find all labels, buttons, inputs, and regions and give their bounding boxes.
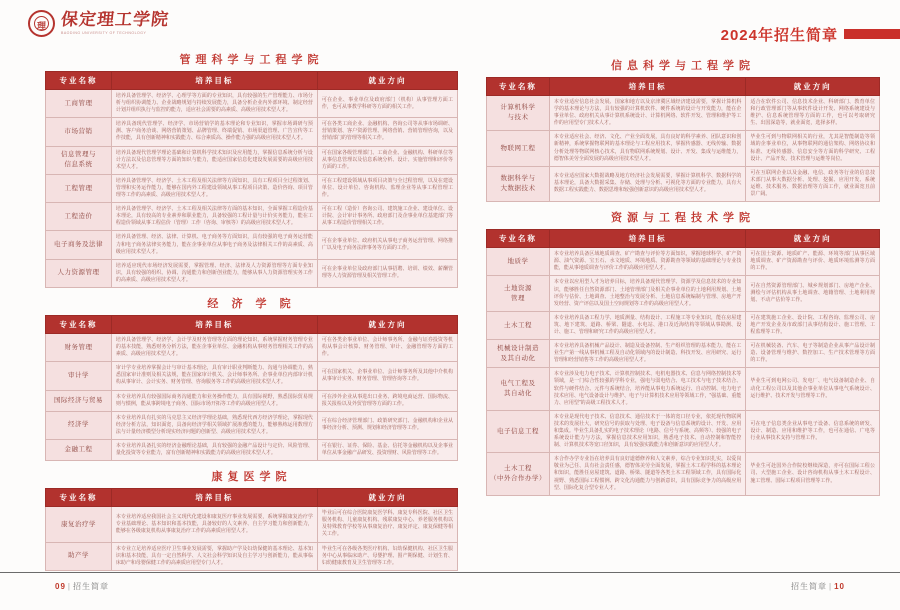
objective-cell: 本专业培养具备扎实的经济金融理论基础，具有较强的金融产品设计与定价、风险管理、量化投资等专业能力，富有创新精神和实践能力的高级应用技术型人才。 [111, 440, 317, 461]
objective-cell: 本专业培养具备工程力学、地质测量、结构设计、工程施工等专业知识，能在房屋建筑、地下建筑、道路、桥梁、隧道、水电站、港口及近海结构等领域从事勘测、设计、施工、管理和研究工作的高级应用型人才。 [549, 311, 746, 339]
majors-table [45, 315, 458, 461]
objective-cell: 本专业培养具备机械产品设计、制造及设备控制、生产组织管理的基本能力，能在工业生产第一线从事机械工程及自动化领域内的设计制造、科技开发、应用研究、运行管理和经营销售等工作的高级应用型人才。 [549, 340, 746, 368]
major-name-cell: 地质学 [487, 248, 550, 276]
section-title: 康复医学院 [211, 471, 292, 484]
table-row [46, 231, 458, 259]
majors-table [486, 229, 880, 496]
column-header-objective: 培养目标 [111, 72, 317, 90]
majors-table [45, 71, 458, 288]
table-row [46, 90, 458, 118]
footer-separator: | [67, 582, 71, 591]
career-cell: 可在企事业单位、政府机关从事电子商务运营管理、网络推广以及电子商务法律事务等方面的工作。 [317, 231, 457, 259]
major-name-cell: 电子商务及法律 [46, 231, 112, 259]
majors-table [45, 488, 458, 571]
objective-cell: 本专业培养具有扎实的马克思主义经济学理论基础，熟悉现代西方经济学理论，掌握现代经济分析方法，知识面宽，具备向经济学相关领域扩展渗透的能力，能够熟练运用数理方法与计量经济模型分析现实经济问题的创新型、高级应用技术型人才。 [111, 411, 317, 439]
column-header-major: 专业名称 [46, 489, 112, 507]
objective-cell: 培养具备管理学、经济学、土木工程及相关法律等方面的基本知识，全面掌握工程造价基本理论，具有较高的专业素养和职业能力，具备较强的工程计量与计价实务能力，能在工程造价领域从事工程估价（管理）工作（咨询、审核等）的高级应用技术型人才。 [111, 203, 317, 231]
section-title: 信息科学与工程学院 [611, 60, 755, 72]
table-row [46, 146, 458, 174]
career-cell: 毕业生可赴国外合作院校继续深造，亦可在国际工程公司、大型施工企业、设计咨询机构从事土木工程设计、施工管理、国际工程项目管理等工作。 [746, 453, 880, 495]
objective-cell: 培养具备现代管理学、经济学、市场营销学的基本理论和专业知识，掌握市场调研与预测、客户商务洽谈、网络营销策划、品牌管理、终端促销、市场渠道管理、广告宣传等工作技能，具有创新精神和实践能力、综合素质高、操作能力强的高级应用技术型人才。 [111, 118, 317, 146]
major-name-cell: 财务管理 [46, 333, 112, 361]
table-row [46, 118, 458, 146]
footer-label-right: 招生简章 [791, 582, 828, 591]
major-name-cell: 康复治疗学 [46, 507, 112, 542]
career-cell: 可在国家机关、企事业单位、会计师事务所及其他中介机构从事审计实务、财务管理、管理咨询等工作。 [317, 362, 457, 390]
objective-cell: 培养具备现代管理学理论基础和计算机科学技术知识及应用能力，掌握信息系统分析与设计方法以及信息管理等方面的知识与能力，能适应国家信息化建设发展需要的高级应用技术型人才。 [111, 146, 317, 174]
career-cell: 可在综合经济管理部门、政策研究部门、金融机构和企业从事经济分析、预测、规划和经济管理等工作。 [317, 411, 457, 439]
table-row [46, 390, 458, 411]
column-header-career: 就业方向 [317, 72, 457, 90]
objective-cell: 培养具备管理学、经济学、土木工程及相关法律等方面知识，具有工程项目全过程策划、管理和实务运作能力，能够在国内外工程建设领域从事工程项目决策、造价咨询、项目管理等工作的高素质、高级应用技术型人才。 [111, 174, 317, 202]
major-name-cell: 工程管理 [46, 174, 112, 202]
school-name-cn: 保定理工学院 [60, 10, 171, 30]
objective-cell: 本专业立足培养适应医疗卫生事业发展需要，掌握助产学及妇幼保健的基本理论、基本知识和基本技能，具有一定自然科学、人文社会科学知识及自主学习与创新能力，能从事临床助产和母婴保健工作的高素质应用型专门人才。 [111, 542, 317, 570]
table-row [46, 542, 458, 570]
table-row [487, 340, 880, 368]
major-name-cell: 土木工程 [487, 311, 550, 339]
footer-divider [0, 572, 900, 573]
table-row [487, 311, 880, 339]
major-name-cell: 电气工程及 其自动化 [487, 368, 550, 410]
objective-cell: 本合作办学专业旨在培养具有良好道德修养和人文素养，综合专业知识扎实，以爱岗敬业为己任、具有社会责任感，德智体美劳全面发展，掌握土木工程学科的基本理论和知识，能胜任房屋建筑、道路、桥梁、隧道等各类土木工程领域工作，具有国际化视野、熟悉国际工程惯例、跨文化沟通能力与创新意识，具有国际竞争力的高级应用型、国际化复合型专业人才。 [549, 453, 746, 495]
table-row [487, 453, 880, 495]
column-header-objective: 培养目标 [111, 489, 317, 507]
major-name-cell: 物联网工程 [487, 131, 550, 166]
table-row [46, 362, 458, 390]
footer-left [55, 581, 109, 592]
column-header-career: 就业方向 [746, 230, 880, 248]
page-number-right: 10 [834, 582, 845, 591]
section-title: 资源与工程技术学院 [611, 212, 755, 225]
objective-cell: 审计学专业培养掌握会计与审计基本理论，具有审计职业判断能力、沟通与协调能力，熟悉国家审计准则及相关法规，能在国家审计机关、会计师事务所、企事业单位内部审计机构从事审计、会计实务、财务管理、咨询服务等工作的高级应用技术型人才。 [111, 362, 317, 390]
column-header-objective: 培养目标 [549, 230, 746, 248]
major-name-cell: 数据科学与 大数据技术 [487, 166, 550, 201]
major-name-cell: 机械设计制造 及其自动化 [487, 340, 550, 368]
career-cell: 可在自然资源管理部门、城乡规划部门、房地产企业、测绘与评估机构从事土地调查、地籍管理、土地利用规划、不动产估价等工作。 [746, 276, 880, 311]
career-cell: 可在工程建设领域从事项目决策与全过程管理，以及在建设单位、设计单位、咨询机构、监理企业等从事工程管理工作。 [317, 174, 457, 202]
section-title: 管理科学与工程学院 [179, 54, 324, 66]
objective-cell: 本专业是现代电子技术、信息技术、通信技术于一体的宽口径专业，依托现代物联网技术的发展壮大，研究信号的获取与处理、电子设备与信息系统的设计、开发、应用和集成。毕业生具备扎实的电子技术理论（电路、信号与系统、高频等）、较强的电子系统设计能力与方法，掌握信息技术应用知识，熟悉电子技术、自动控制和智能控制、计算机技术等宽口径知识，具有较强实践能力和创新意识的应用型人才。 [549, 410, 746, 452]
objective-cell: 培养具备管理学、经济学、心理学等方面的专业知识，具有较强的生产管理能力、市场分析与组织协调能力、企业战略规划与持续发展能力，具备分析企业内外部环境、制定经营计划并组织执行与监控的能力，适应社会需要的高素质、高级应用技术型人才。 [111, 90, 317, 118]
career-cell: 毕业生可到电网公司、发电厂、电气设备制造企业、自动化工程公司以及其他企事业单位从事电气系统设计、运行维护、技术开发与管理等工作。 [746, 368, 880, 410]
objective-cell: 本专业涉及电力电子技术、计算机控制技术、电机电器技术、信息与网络控制技术等领域，是一门综合性较强的学科专业，强电与弱电结合、电工技术与电子技术结合、软件与硬件结合、元件与系统结合，培养能从事电力系统运行、自动控制、电力电子技术应用、电气设备设计与维护、电子与计算机技术应用等领域工作，"强基础、重能力、应用型"的高级工程技术人才。 [549, 368, 746, 410]
career-cell: 可在各类企事业单位、会计师事务所、金融与证券投资等机构从事会计核算、财务管理、审计、金融管理等方面的工作。 [317, 333, 457, 361]
career-cell: 可在企事业单位及政府部门从事招聘、培训、绩效、薪酬管理等人力资源管理及相关管理工作。 [317, 259, 457, 287]
major-name-cell: 土地资源 管理 [487, 276, 550, 311]
career-cell: 可在银行、证券、保险、基金、信托等金融机构以及企事业单位从事金融产品研发、投资理财、风险管理等工作。 [317, 440, 457, 461]
objective-cell: 本专业培养适应我国社会主义现代化建设和康复医疗事业发展需要，系统掌握康复治疗学专业基础理论、基本知识和基本技能，具备较好的人文素养、自主学习能力和创新能力，能够在各级康复机构从事康复治疗工作的高素质应用型人才。 [111, 507, 317, 542]
career-cell: 可在建筑施工企业、设计院、工程咨询、监理公司、房地产开发企业及市政部门从事结构设计、施工管理、工程监理等工作。 [746, 311, 880, 339]
career-cell: 可在电子信息类企业从事电子设备、信息系统的研发、设计、制造、应用和维护等工作，也可在通信、广电等行业从事技术支持与管理工作。 [746, 410, 880, 452]
objective-cell: 本专业培养具备区域地质调查、矿产勘查与评价等方面知识，掌握地球科学、矿产资源、油气资源、宝玉石、水文地质、环境地质、资源勘查等领域的基础理论与专业技能，能从事地质调查与评价工作的高级应用型人才。 [549, 248, 746, 276]
table-row [46, 507, 458, 542]
major-name-cell: 工商管理 [46, 90, 112, 118]
major-name-cell: 国际经济与贸易 [46, 390, 112, 411]
career-cell: 可在机械装备、汽车、电子等制造企业从事产品设计制造、设备管理与维护、数控加工、生产技术管理等方面的工作。 [746, 340, 880, 368]
table-header-row [46, 489, 458, 507]
major-name-cell: 土木工程 （中外合作办学） [487, 453, 550, 495]
career-cell: 可在国家各级管理部门、工商企业、金融机构、科研单位等从事信息管理以及信息系统分析、设计、实施管理和评价等方面的工作。 [317, 146, 457, 174]
objective-cell: 本专业适应社会、经济、文化、产业全面发展，具有良好的科学素养、团队意识和创新精神，系统掌握物联网的基本理论与工程应用技术，掌握传感器、无线传输、数据分析处理等物联网核心技术，具有物联网系统规划、设计、开发、集成与运维能力，德智体美劳全面发展的高级应用技术型人才。 [549, 131, 746, 166]
table-row [487, 96, 880, 131]
major-name-cell: 金融工程 [46, 440, 112, 461]
major-name-cell: 审计学 [46, 362, 112, 390]
career-cell: 毕业后可在综合医院康复医学科、康复专科医院、社区卫生服务机构、儿童康复机构、残联康复中心、养老服务机构以及特殊教育学校等从事康复治疗、康复评定、康复保健等相关工作。 [317, 507, 457, 542]
table-row [46, 333, 458, 361]
column-header-objective: 培养目标 [549, 78, 746, 96]
page-right [461, 0, 900, 572]
career-cell: 可在工程（造价）咨询公司、建筑施工企业、建设单位、设计院、会计审计事务所、政府部门及企事业单位基建部门等从事工程造价管理相关工作。 [317, 203, 457, 231]
objective-cell: 培养具备管理学、经济学、会计学及财务管理等方面的理论知识，系统掌握财务管理专业的基本技能，熟悉财务分析方法，能在企事业单位、金融机构从事财务管理相关工作的高素质、高级应用技术型人才。 [111, 333, 317, 361]
major-name-cell: 市场营销 [46, 118, 112, 146]
table-row [487, 166, 880, 201]
career-cell: 可在涉外企业从事进出口业务、跨境电商运营、国际物流、报关报检以及外贸管理等方面的工作。 [317, 390, 457, 411]
table-header-row [487, 230, 880, 248]
page-right-content [486, 57, 880, 496]
footer-label-left: 招生简章 [72, 582, 109, 591]
major-name-cell: 信息管理与 信息系统 [46, 146, 112, 174]
table-row [46, 174, 458, 202]
table-row [487, 248, 880, 276]
major-name-cell: 助产学 [46, 542, 112, 570]
table-row [46, 203, 458, 231]
column-header-career: 就业方向 [746, 78, 880, 96]
major-name-cell: 人力资源管理 [46, 259, 112, 287]
column-header-objective: 培养目标 [111, 315, 317, 333]
table-row [487, 410, 880, 452]
objective-cell: 本专业以应用型人才为培养目标，培养具备现代管理学、资源学及信息技术的专业知识，能够胜任自然资源部门、土地管理部门及相关企事业单位的土地利用规划、土地评价与估价、土地调查、土地整治与发展分析、土地信息系统编制与管理、房地产开发经营、资产评估以及国土空间规划等工作的高级应用型人才。 [549, 276, 746, 311]
objective-cell: 本专业适应信息社会发展、国家和地方以及京津冀区域经济建设需要，掌握计算机科学的基本理论与方法，具有较强的计算机软件、硬件系统的设计与开发能力，能在企事业单位、政府机关从事计算机系统设计、计算机网络、软件开发、管理和维护等工作的应用型专门技术人才。 [549, 96, 746, 131]
table-row [487, 368, 880, 410]
page-left-content [45, 51, 458, 571]
objective-cell: 培养具备管理、经济、法律、计算机、电子商务等方面知识，具有较强的电子商务运营能力和电子商务法律实务能力，能在企事业单位从事电子商务及法律相关工作的高素质、高级应用技术型人才。 [111, 231, 317, 259]
column-header-career: 就业方向 [317, 315, 457, 333]
section-title: 经 济 学 院 [207, 297, 296, 310]
table-row [487, 131, 880, 166]
major-name-cell: 电子信息工程 [487, 410, 550, 452]
column-header-career: 就业方向 [317, 489, 457, 507]
table-row [46, 411, 458, 439]
table-header-row [487, 78, 880, 96]
major-name-cell: 经济学 [46, 411, 112, 439]
table-header-row [46, 72, 458, 90]
major-name-cell: 工程造价 [46, 203, 112, 231]
page-left [0, 0, 461, 572]
footer-separator: | [829, 582, 833, 591]
career-cell: 可在企业、事业单位及政府部门（机构）从事管理方面工作，也可从事教学科研等方面的相关工作。 [317, 90, 457, 118]
page-number-left: 09 [55, 582, 66, 591]
career-cell: 可在各类工商企业、金融机构、咨询公司等从事市场调研、营销策划、客户资源管理、网络营销、营销管理咨询，以及营销部门的管理等相关工作。 [317, 118, 457, 146]
table-row [46, 440, 458, 461]
objective-cell: 本专业适应国家大数据战略及地方经济社会发展需要，掌握计算机科学、数据科学的基本理论，具备大数据采集、存储、处理与分析、可视化等方面的专业能力，具有大数据工程实践能力、数据思维和较强创新意识的高级应用技术型人才。 [549, 166, 746, 201]
majors-table [486, 77, 880, 202]
major-name-cell: 计算机科学 与技术 [487, 96, 550, 131]
objective-cell: 本专业培养具有较强国际商务沟通能力和业务操作能力，具有国际视野，熟悉国际贸易规则与惯例，能从事跨境电子商务、国际市场开拓等工作的高级应用型人才。 [111, 390, 317, 411]
brochure-title: 2024年招生简章 [720, 27, 838, 44]
column-header-major: 专业名称 [487, 230, 550, 248]
table-row [487, 276, 880, 311]
career-cell: 可在国土资源、地质矿产、能源、环境等部门从事区域地质调查、矿产资源勘查与评价、地质环境监测等方面的工作。 [746, 248, 880, 276]
footer-right [791, 581, 845, 592]
column-header-major: 专业名称 [46, 72, 112, 90]
column-header-major: 专业名称 [46, 315, 112, 333]
career-cell: 毕业生可到与物联网相关的行业，尤其是智能制造等领域的企事业单位，从事物联网的通信架构、网络协议和标准、无线传感器、信息安全等方面的科学研究、工程设计、产品开发、技术管理与运维等岗位。 [746, 131, 880, 166]
table-header-row [46, 315, 458, 333]
table-row [46, 259, 458, 287]
school-name-en: BAODING UNIVERSITY OF TECHNOLOGY [61, 31, 147, 35]
career-cell: 适合在软件公司、信息技术企业、科研部门、教育单位和行政管理部门等从事软件设计开发、网络系统建设与维护、信息系统管理等方面的工作，也可以考取研究生、出国深造等，就业面宽，选择多样。 [746, 96, 880, 131]
objective-cell: 培养适应现代市场经济发展需要，掌握管理、经济、法律及人力资源管理等方面专业知识，具有较强的组织、协调、沟通能力和创新创业能力，能够从事人力资源管理实务工作的高素质、高级应用技术型人才。 [111, 259, 317, 287]
career-cell: 可在互联网企业以及金融、电信、政务等行业的信息技术部门从事大数据分析、处理、挖掘、应用开发、系统运维、技术服务、数据治理等方面工作，就业面宽且前景广阔。 [746, 166, 880, 201]
column-header-major: 专业名称 [487, 78, 550, 96]
career-cell: 毕业生可在各级各类医疗机构、妇幼保健机构、社区卫生服务中心从事临床助产、母婴护理、围产期保健、计划生育、妇幼健康教育及卫生管理等工作。 [317, 542, 457, 570]
